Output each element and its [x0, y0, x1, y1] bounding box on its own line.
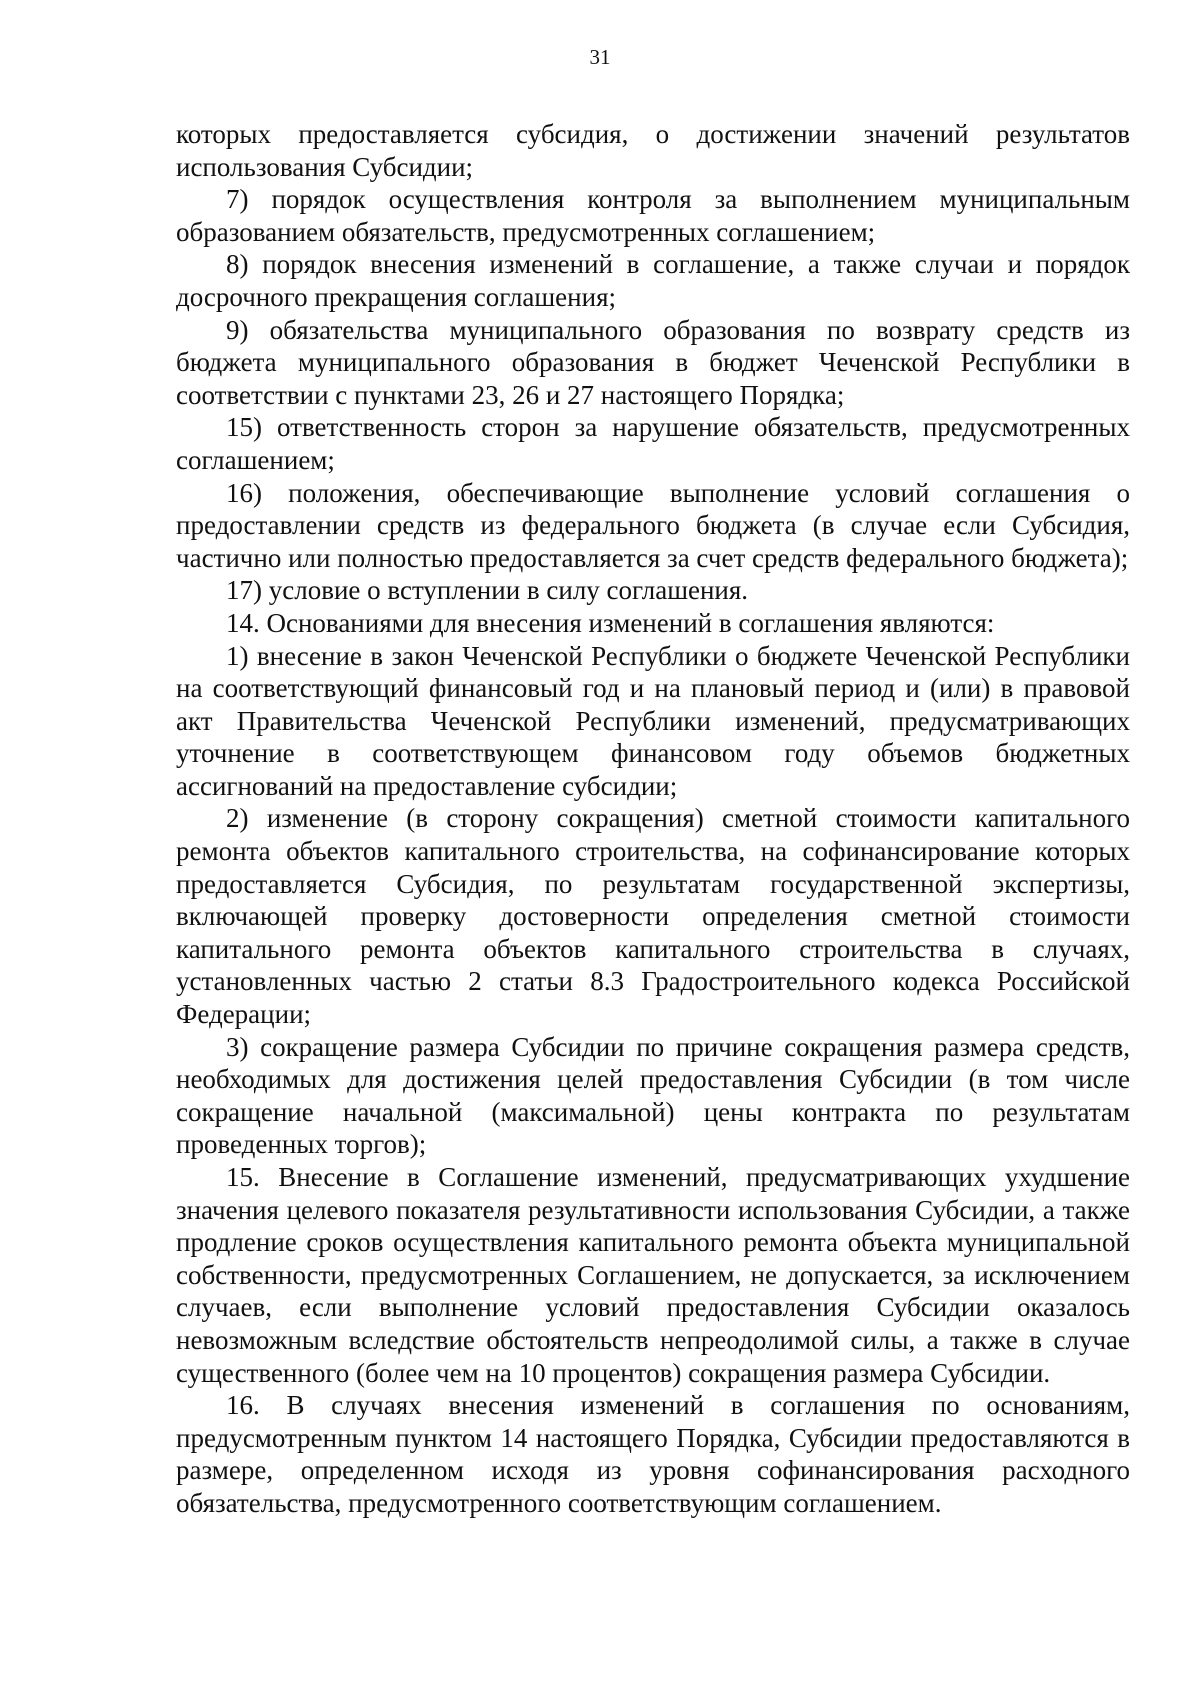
paragraph-item-7: 7) порядок осуществления контроля за выполнением муниципальным образованием обязательств, предусмотренных соглашением;	[176, 184, 1130, 247]
paragraph-clause-14-item-3: 3) сокращение размера Субсидии по причине сокращения размера средств, необходимых для достижения целей предоставления Субсидии (в том числе сокращение начальной (максимальной) цены контракта по результатам проведенных торгов);	[176, 1031, 1130, 1160]
paragraph-continuation: которых предоставляется субсидия, о достижении значений результатов использования Субсидии;	[176, 119, 1130, 182]
paragraph-clause-14-item-2: 2) изменение (в сторону сокращения) сметной стоимости капитального ремонта объектов капитального строительства, на софинансирование которых предоставляется Субсидия, по результатам государственной экспертизы, включающей проверку достоверности определения сметной стоимости капитального ремонта объектов капитального строительства в случаях, установленных частью 2 статьи 8.3 Градостроительного кодекса Российской Федерации;	[176, 803, 1130, 1030]
paragraph-item-8: 8) порядок внесения изменений в соглашение, а также случаи и порядок досрочного прекращения соглашения;	[176, 249, 1130, 312]
paragraph-item-17: 17) условие о вступлении в силу соглашения.	[226, 575, 749, 606]
paragraph-clause-14: 14. Основаниями для внесения изменений в соглашения являются:	[226, 607, 995, 638]
document-body	[176, 118, 1130, 1520]
paragraph-clause-16: 16. В случаях внесения изменений в соглашения по основаниям, предусмотренным пунктом 14 настоящего Порядка, Субсидии предоставляются в размере, определенном исходя из уровня софинансирования расходного обязательства, предусмотренного соответствующим соглашением.	[176, 1390, 1130, 1518]
paragraph-clause-15: 15. Внесение в Соглашение изменений, предусматривающих ухудшение значения целевого показателя результативности использования Субсидии, а также продление сроков осуществления капитального ремонта объекта муниципальной собственности, предусмотренных Соглашением, не допускается, за исключением случаев, если выполнение условий предоставления Субсидии оказалось невозможным вследствие обстоятельств непреодолимой силы, а также в случае существенного (более чем на 10 процентов) сокращения размера Субсидии.	[176, 1162, 1130, 1388]
paragraph-item-16: 16) положения, обеспечивающие выполнение условий соглашения о предоставлении средств из федерального бюджета (в случае если Субсидия, частично или полностью предоставляется за счет средств федерального бюджета);	[176, 477, 1130, 573]
paragraph-clause-14-item-1: 1) внесение в закон Чеченской Республики о бюджете Чеченской Республики на соответствующий финансовый год и на плановый период и (или) в правовой акт Правительства Чеченской Республики изменений, предусматривающих уточнение в соответствующем финансовом году объемов бюджетных ассигнований на предоставление субсидии;	[176, 640, 1130, 801]
page-number: 31	[589, 45, 611, 69]
paragraph-item-9: 9) обязательства муниципального образования по возврату средств из бюджета муниципального образования в бюджет Чеченской Республики в соответствии с пунктами 23, 26 и 27 настоящего Порядка;	[176, 314, 1130, 410]
paragraph-item-15: 15) ответственность сторон за нарушение обязательств, предусмотренных соглашением;	[176, 412, 1130, 475]
